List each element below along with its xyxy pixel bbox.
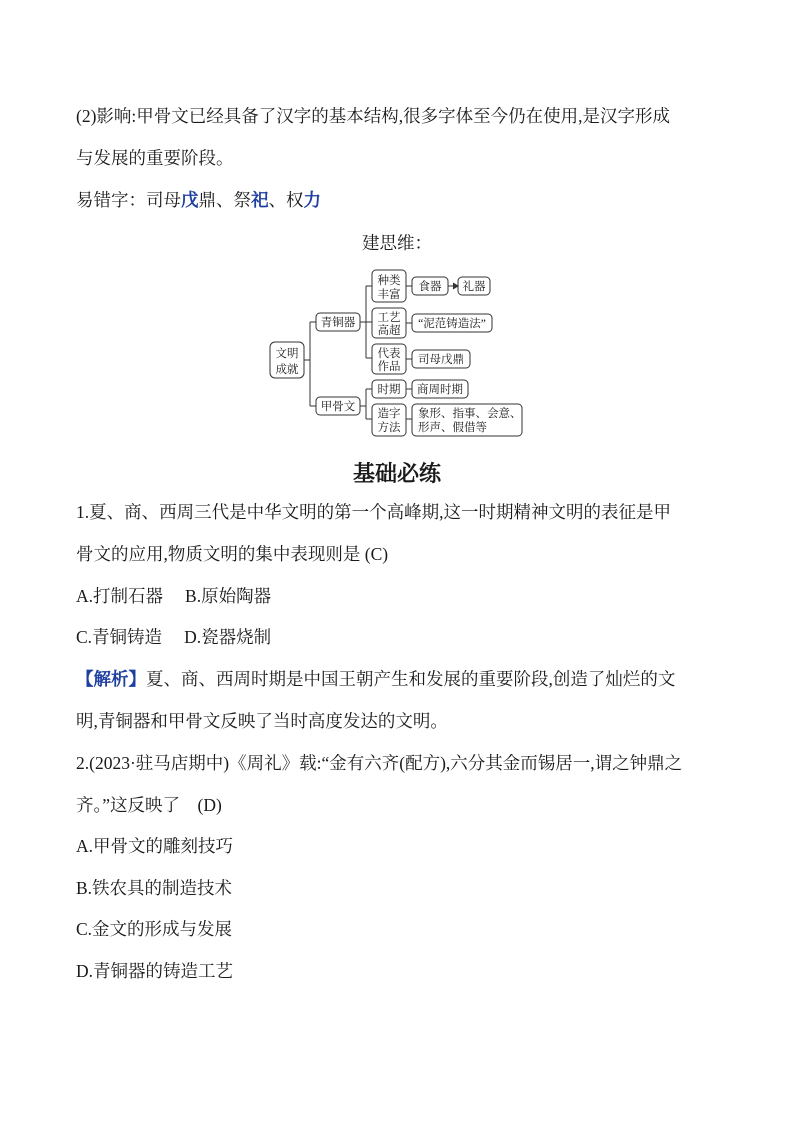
- analysis-label: 【解析】: [76, 669, 146, 689]
- method-label-2: 方法: [377, 422, 401, 434]
- typo-label: 易错字：: [76, 190, 146, 210]
- q1-stem-line-2: 骨文的应用,物质文明的集中表现则是 (C): [76, 544, 389, 564]
- q2-option-c[interactable]: C.金文的形成与发展: [76, 919, 233, 939]
- q1-option-c[interactable]: C.青铜铸造: [76, 627, 163, 647]
- craft-label-1: 工艺: [377, 312, 401, 324]
- q1-analysis-line-2: 明,青铜器和甲骨文反映了当时高度发达的文明。: [76, 711, 448, 731]
- typo-item-1: 司母戊鼎: [146, 190, 216, 210]
- bronze-label: 青铜器: [320, 317, 356, 329]
- typo-line: 易错字：司母戊鼎、祭祀、权力: [76, 190, 321, 210]
- period-value-label: 商周时期: [417, 384, 463, 396]
- q1-stem-line-1: 1.夏、商、西周三代是中华文明的第一个高峰期,这一时期精神文明的表征是甲: [76, 502, 671, 522]
- variety-label-2: 丰富: [377, 289, 401, 301]
- craft-value-label: “泥范铸造法”: [418, 318, 486, 330]
- mindmap-title: 建思维：: [362, 233, 432, 253]
- works-label-2: 作品: [377, 361, 401, 373]
- method-label-1: 造字: [377, 408, 401, 420]
- method-value-label-1: 象形、指事、会意、: [418, 408, 522, 420]
- q2-option-a[interactable]: A.甲骨文的雕刻技巧: [76, 836, 234, 856]
- q2-stem-line-1: 2.(2023·驻马店期中)《周礼》载:“金有六齐(配方),六分其金而锡居一,谓之钟鼎之: [76, 753, 683, 773]
- period-label: 时期: [377, 384, 401, 396]
- q2-option-b[interactable]: B.铁农具的制造技术: [76, 878, 233, 898]
- analysis-text-1: 夏、商、西周时期是中国王朝产生和发展的重要阶段,创造了灿烂的文: [146, 669, 676, 689]
- root-label-2: 成就: [275, 364, 299, 376]
- method-value-label-2: 形声、假借等: [418, 422, 487, 434]
- section-title: 基础必练: [352, 462, 441, 487]
- q1-analysis-line-1: [76, 667, 675, 691]
- food-vessel-label: 食器: [418, 281, 442, 293]
- craft-label-2: 高超: [377, 325, 401, 337]
- typo-item-2: 祭祀: [233, 190, 269, 210]
- q1-options-row-1: [76, 584, 293, 608]
- ritual-vessel-label: 礼器: [462, 281, 486, 293]
- q2-option-d[interactable]: D.青铜器的铸造工艺: [76, 961, 234, 981]
- q1-option-d[interactable]: D.瓷器烧制: [184, 627, 272, 647]
- q1-option-b[interactable]: B.原始陶器: [185, 586, 272, 606]
- works-value-label: 司母戊鼎: [418, 354, 464, 366]
- root-label-1: 文明: [275, 348, 299, 360]
- intro-line-1: (2)影响:甲骨文已经具备了汉字的基本结构,很多字体至今仍在使用,是汉字形成: [76, 106, 671, 126]
- q1-options-row-2: [76, 625, 293, 649]
- works-label-1: 代表: [377, 348, 401, 360]
- q2-stem-line-2: 齐。”这反映了 (D): [76, 795, 222, 815]
- oracle-label: 甲骨文: [320, 401, 356, 413]
- mindmap-diagram: [0, 262, 794, 442]
- q1-option-a[interactable]: A.打制石器: [76, 586, 164, 606]
- intro-line-2: 与发展的重要阶段。: [76, 148, 234, 168]
- typo-item-3: 权力: [286, 190, 321, 210]
- variety-label-1: 种类: [377, 275, 401, 287]
